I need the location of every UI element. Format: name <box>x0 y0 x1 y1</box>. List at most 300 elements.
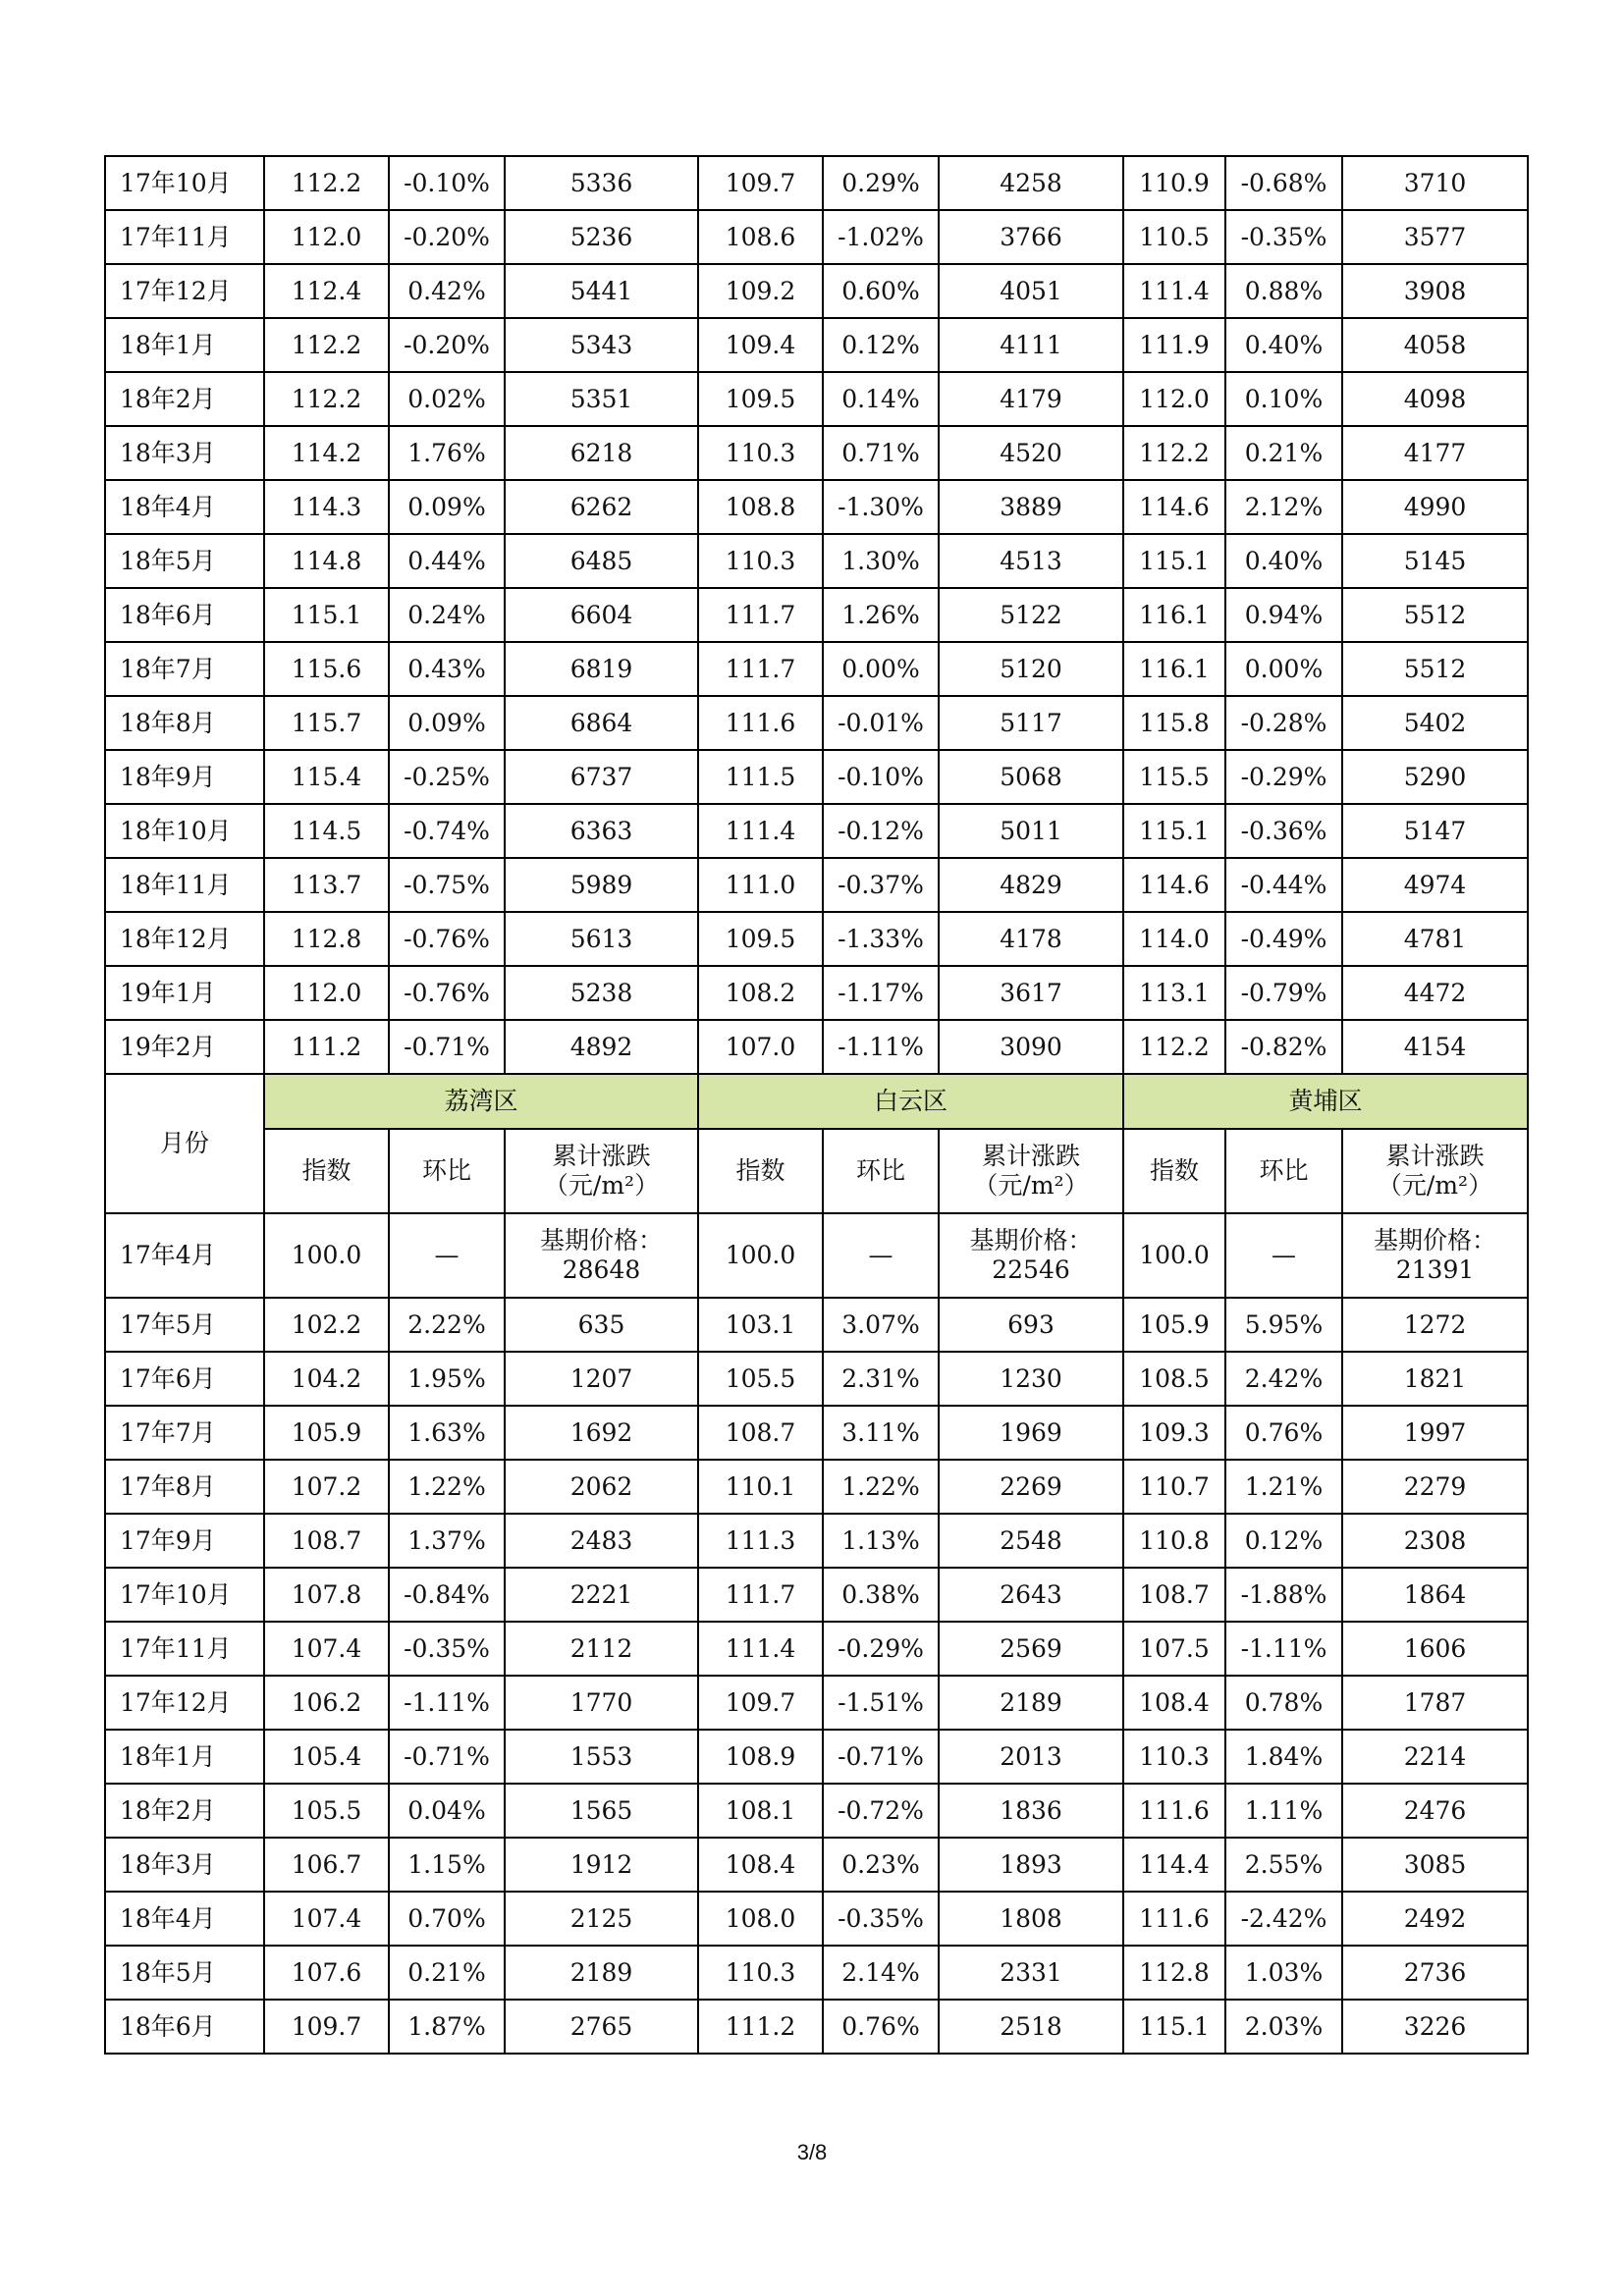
cumulative-cell: 6737 <box>505 750 698 804</box>
month-cell: 18年3月 <box>105 426 264 480</box>
district-header-baiyun: 白云区 <box>698 1074 1123 1129</box>
cumulative-cell: 2269 <box>939 1460 1123 1514</box>
table-row <box>105 588 1528 642</box>
cumulative-cell: 693 <box>939 1298 1123 1352</box>
cumulative-cell: 4781 <box>1342 912 1528 966</box>
cumulative-cell: 5512 <box>1342 588 1528 642</box>
index-cell: 109.5 <box>698 372 823 426</box>
index-cell: 108.7 <box>698 1406 823 1460</box>
table-row <box>105 858 1528 912</box>
index-cell: 110.9 <box>1123 156 1225 210</box>
month-cell: 17年12月 <box>105 1676 264 1730</box>
index-cell: 108.2 <box>698 966 823 1020</box>
cumulative-cell: 3226 <box>1342 2000 1528 2054</box>
cumulative-cell: 1997 <box>1342 1406 1528 1460</box>
month-cell: 18年6月 <box>105 588 264 642</box>
month-cell: 18年9月 <box>105 750 264 804</box>
month-cell: 18年1月 <box>105 1730 264 1784</box>
table-body-top <box>105 156 1528 1074</box>
index-cell: 100.0 <box>264 1213 389 1298</box>
index-cell: 112.0 <box>264 210 389 264</box>
cumulative-cell: 6485 <box>505 534 698 588</box>
cumulative-cell: 1692 <box>505 1406 698 1460</box>
index-cell: 105.5 <box>264 1784 389 1838</box>
table-row <box>105 804 1528 858</box>
mom-cell: 0.00% <box>823 642 939 696</box>
index-cell: 114.6 <box>1123 480 1225 534</box>
mom-cell: 2.12% <box>1225 480 1342 534</box>
mom-cell: 2.03% <box>1225 2000 1342 2054</box>
cumulative-cell: 4111 <box>939 318 1123 372</box>
cumulative-cell: 1821 <box>1342 1352 1528 1406</box>
cumulative-cell: 1864 <box>1342 1568 1528 1622</box>
mom-cell: 0.23% <box>823 1838 939 1892</box>
index-cell: 111.0 <box>698 858 823 912</box>
table-row <box>105 1946 1528 2000</box>
cumulative-cell: 6604 <box>505 588 698 642</box>
cumulative-cell: 5351 <box>505 372 698 426</box>
mom-cell: -0.10% <box>389 156 505 210</box>
mom-cell: -1.33% <box>823 912 939 966</box>
mom-cell: -0.75% <box>389 858 505 912</box>
mom-cell: 0.43% <box>389 642 505 696</box>
index-cell: 115.1 <box>1123 534 1225 588</box>
cumulative-cell: 4178 <box>939 912 1123 966</box>
month-cell: 19年2月 <box>105 1020 264 1074</box>
cumulative-cell: 3766 <box>939 210 1123 264</box>
cumulative-cell: 1787 <box>1342 1676 1528 1730</box>
index-cell: 115.1 <box>1123 804 1225 858</box>
index-cell: 114.0 <box>1123 912 1225 966</box>
mom-cell: -0.35% <box>823 1892 939 1946</box>
table-row <box>105 1892 1528 1946</box>
cumulative-cell: 2189 <box>505 1946 698 2000</box>
mom-cell: -0.35% <box>389 1622 505 1676</box>
cumulative-cell: 1770 <box>505 1676 698 1730</box>
base-period-row <box>105 1213 1528 1298</box>
index-cell: 110.3 <box>698 426 823 480</box>
month-cell: 17年11月 <box>105 1622 264 1676</box>
mom-cell: -0.36% <box>1225 804 1342 858</box>
mom-cell: 0.12% <box>1225 1514 1342 1568</box>
cumulative-cell: 2112 <box>505 1622 698 1676</box>
index-cell: 108.1 <box>698 1784 823 1838</box>
mom-cell: -0.28% <box>1225 696 1342 750</box>
month-cell: 18年10月 <box>105 804 264 858</box>
index-cell: 107.5 <box>1123 1622 1225 1676</box>
index-cell: 110.5 <box>1123 210 1225 264</box>
cumulative-cell: 1230 <box>939 1352 1123 1406</box>
month-cell: 18年4月 <box>105 1892 264 1946</box>
cumulative-column-header: 累计涨跌 （元/m²） <box>505 1129 698 1213</box>
mom-cell: -2.42% <box>1225 1892 1342 1946</box>
cumulative-cell: 4892 <box>505 1020 698 1074</box>
table-row <box>105 318 1528 372</box>
mom-cell: -0.68% <box>1225 156 1342 210</box>
cumulative-cell: 5989 <box>505 858 698 912</box>
mom-column-header: 环比 <box>823 1129 939 1213</box>
mom-cell: 0.60% <box>823 264 939 318</box>
month-column-header: 月份 <box>105 1074 264 1213</box>
table-row <box>105 264 1528 318</box>
cumulative-cell: 4974 <box>1342 858 1528 912</box>
index-cell: 107.6 <box>264 1946 389 2000</box>
month-cell: 18年2月 <box>105 1784 264 1838</box>
index-cell: 105.9 <box>1123 1298 1225 1352</box>
index-cell: 110.3 <box>1123 1730 1225 1784</box>
month-cell: 17年10月 <box>105 156 264 210</box>
base-price-cell: 基期价格： 21391 <box>1342 1213 1528 1298</box>
table-row <box>105 1568 1528 1622</box>
mom-cell: 0.21% <box>389 1946 505 2000</box>
table-row <box>105 1676 1528 1730</box>
mom-cell: 1.26% <box>823 588 939 642</box>
index-cell: 115.4 <box>264 750 389 804</box>
index-cell: 109.4 <box>698 318 823 372</box>
mom-cell: 0.88% <box>1225 264 1342 318</box>
month-cell: 18年4月 <box>105 480 264 534</box>
table-row <box>105 1020 1528 1074</box>
mom-cell: 0.21% <box>1225 426 1342 480</box>
index-cell: 108.8 <box>698 480 823 534</box>
mom-cell: -0.82% <box>1225 1020 1342 1074</box>
mom-cell: -1.51% <box>823 1676 939 1730</box>
index-cell: 106.2 <box>264 1676 389 1730</box>
table-row <box>105 1838 1528 1892</box>
index-cell: 111.6 <box>1123 1784 1225 1838</box>
index-cell: 109.3 <box>1123 1406 1225 1460</box>
month-cell: 17年12月 <box>105 264 264 318</box>
cumulative-cell: 6864 <box>505 696 698 750</box>
table-row <box>105 1298 1528 1352</box>
index-cell: 111.4 <box>698 804 823 858</box>
index-cell: 114.4 <box>1123 1838 1225 1892</box>
cumulative-cell: 6218 <box>505 426 698 480</box>
index-cell: 107.4 <box>264 1622 389 1676</box>
mom-cell: -0.71% <box>389 1730 505 1784</box>
cumulative-cell: 2062 <box>505 1460 698 1514</box>
index-cell: 111.6 <box>698 696 823 750</box>
index-cell: 108.7 <box>1123 1568 1225 1622</box>
cumulative-cell: 1969 <box>939 1406 1123 1460</box>
mom-cell: 1.30% <box>823 534 939 588</box>
mom-cell: -1.11% <box>1225 1622 1342 1676</box>
mom-cell: 0.12% <box>823 318 939 372</box>
cumulative-cell: 2518 <box>939 2000 1123 2054</box>
mom-cell: -0.20% <box>389 210 505 264</box>
cumulative-cell: 5068 <box>939 750 1123 804</box>
mom-cell: -1.88% <box>1225 1568 1342 1622</box>
index-cell: 108.0 <box>698 1892 823 1946</box>
table-row <box>105 2000 1528 2054</box>
mom-cell: 1.84% <box>1225 1730 1342 1784</box>
mom-cell: 0.14% <box>823 372 939 426</box>
mom-cell: -0.49% <box>1225 912 1342 966</box>
cumulative-cell: 1207 <box>505 1352 698 1406</box>
index-cell: 111.9 <box>1123 318 1225 372</box>
cumulative-cell: 5336 <box>505 156 698 210</box>
month-cell: 17年7月 <box>105 1406 264 1460</box>
cumulative-cell: 3889 <box>939 480 1123 534</box>
mom-cell: 0.02% <box>389 372 505 426</box>
mom-cell: 1.13% <box>823 1514 939 1568</box>
cumulative-cell: 5120 <box>939 642 1123 696</box>
index-cell: 111.4 <box>698 1622 823 1676</box>
cumulative-cell: 2331 <box>939 1946 1123 2000</box>
cumulative-cell: 1808 <box>939 1892 1123 1946</box>
mom-cell: 0.40% <box>1225 534 1342 588</box>
table-row <box>105 1784 1528 1838</box>
cumulative-cell: 2492 <box>1342 1892 1528 1946</box>
index-cell: 107.4 <box>264 1892 389 1946</box>
index-column-header: 指数 <box>1123 1129 1225 1213</box>
cumulative-cell: 2214 <box>1342 1730 1528 1784</box>
table-row <box>105 642 1528 696</box>
cumulative-cell: 2125 <box>505 1892 698 1946</box>
table-row <box>105 750 1528 804</box>
cumulative-cell: 6262 <box>505 480 698 534</box>
index-cell: 111.2 <box>698 2000 823 2054</box>
index-cell: 108.4 <box>1123 1676 1225 1730</box>
index-cell: 105.9 <box>264 1406 389 1460</box>
mom-cell: 1.22% <box>389 1460 505 1514</box>
cumulative-cell: 2483 <box>505 1514 698 1568</box>
cumulative-cell: 5122 <box>939 588 1123 642</box>
index-cell: 108.5 <box>1123 1352 1225 1406</box>
mom-cell: -0.37% <box>823 858 939 912</box>
cumulative-cell: 5145 <box>1342 534 1528 588</box>
mom-cell: 0.09% <box>389 480 505 534</box>
index-cell: 108.9 <box>698 1730 823 1784</box>
index-cell: 110.7 <box>1123 1460 1225 1514</box>
index-cell: 103.1 <box>698 1298 823 1352</box>
index-cell: 114.5 <box>264 804 389 858</box>
mom-cell: 1.21% <box>1225 1460 1342 1514</box>
mom-cell: -0.12% <box>823 804 939 858</box>
mom-cell: -1.30% <box>823 480 939 534</box>
mom-cell: -0.72% <box>823 1784 939 1838</box>
cumulative-cell: 4179 <box>939 372 1123 426</box>
cumulative-cell: 4177 <box>1342 426 1528 480</box>
cumulative-cell: 5512 <box>1342 642 1528 696</box>
month-cell: 18年12月 <box>105 912 264 966</box>
cumulative-cell: 4154 <box>1342 1020 1528 1074</box>
table-row <box>105 1352 1528 1406</box>
mom-cell: -1.11% <box>389 1676 505 1730</box>
cumulative-cell: 3090 <box>939 1020 1123 1074</box>
index-cell: 112.8 <box>264 912 389 966</box>
index-cell: 108.4 <box>698 1838 823 1892</box>
mom-cell: -0.44% <box>1225 858 1342 912</box>
index-cell: 107.2 <box>264 1460 389 1514</box>
index-cell: 107.0 <box>698 1020 823 1074</box>
cumulative-cell: 3577 <box>1342 210 1528 264</box>
cumulative-cell: 5343 <box>505 318 698 372</box>
cumulative-cell: 1836 <box>939 1784 1123 1838</box>
table-row <box>105 534 1528 588</box>
mom-cell: 3.07% <box>823 1298 939 1352</box>
index-cell: 102.2 <box>264 1298 389 1352</box>
mom-cell: 0.00% <box>1225 642 1342 696</box>
mom-cell: — <box>389 1213 505 1298</box>
mom-cell: 1.63% <box>389 1406 505 1460</box>
mom-cell: -0.35% <box>1225 210 1342 264</box>
cumulative-cell: 4098 <box>1342 372 1528 426</box>
mom-cell: -0.71% <box>389 1020 505 1074</box>
mom-cell: 1.03% <box>1225 1946 1342 2000</box>
mom-cell: 0.70% <box>389 1892 505 1946</box>
page-number: 3/8 <box>796 2140 828 2164</box>
table-row <box>105 912 1528 966</box>
cumulative-cell: 5011 <box>939 804 1123 858</box>
cumulative-cell: 1606 <box>1342 1622 1528 1676</box>
cumulative-cell: 5613 <box>505 912 698 966</box>
index-cell: 116.1 <box>1123 642 1225 696</box>
index-cell: 115.8 <box>1123 696 1225 750</box>
index-cell: 110.3 <box>698 1946 823 2000</box>
cumulative-cell: 3710 <box>1342 156 1528 210</box>
cumulative-cell: 2221 <box>505 1568 698 1622</box>
month-cell: 18年2月 <box>105 372 264 426</box>
index-cell: 112.4 <box>264 264 389 318</box>
index-cell: 111.7 <box>698 642 823 696</box>
mom-cell: -0.01% <box>823 696 939 750</box>
mom-cell: -0.79% <box>1225 966 1342 1020</box>
cumulative-cell: 5236 <box>505 210 698 264</box>
mom-cell: -0.29% <box>1225 750 1342 804</box>
month-cell: 18年6月 <box>105 2000 264 2054</box>
mom-cell: -0.74% <box>389 804 505 858</box>
cumulative-cell: 2548 <box>939 1514 1123 1568</box>
index-cell: 112.2 <box>264 318 389 372</box>
month-cell: 18年11月 <box>105 858 264 912</box>
mom-cell: 0.40% <box>1225 318 1342 372</box>
index-cell: 108.7 <box>264 1514 389 1568</box>
index-cell: 112.2 <box>264 372 389 426</box>
mom-cell: 0.24% <box>389 588 505 642</box>
index-column-header: 指数 <box>698 1129 823 1213</box>
cumulative-cell: 4258 <box>939 156 1123 210</box>
table-row <box>105 372 1528 426</box>
index-cell: 108.6 <box>698 210 823 264</box>
index-cell: 110.8 <box>1123 1514 1225 1568</box>
table-row <box>105 210 1528 264</box>
index-cell: 114.2 <box>264 426 389 480</box>
cumulative-cell: 4472 <box>1342 966 1528 1020</box>
month-cell: 18年8月 <box>105 696 264 750</box>
cumulative-cell: 5290 <box>1342 750 1528 804</box>
mom-cell: 0.09% <box>389 696 505 750</box>
mom-cell: 2.14% <box>823 1946 939 2000</box>
mom-cell: 0.04% <box>389 1784 505 1838</box>
index-cell: 112.8 <box>1123 1946 1225 2000</box>
index-cell: 109.5 <box>698 912 823 966</box>
month-cell: 18年5月 <box>105 1946 264 2000</box>
index-cell: 113.7 <box>264 858 389 912</box>
cumulative-cell: 1893 <box>939 1838 1123 1892</box>
mom-cell: 5.95% <box>1225 1298 1342 1352</box>
index-cell: 105.5 <box>698 1352 823 1406</box>
index-column-header: 指数 <box>264 1129 389 1213</box>
mom-cell: 0.94% <box>1225 588 1342 642</box>
mom-cell: 0.42% <box>389 264 505 318</box>
cumulative-cell: 4513 <box>939 534 1123 588</box>
cumulative-cell: 2013 <box>939 1730 1123 1784</box>
cumulative-cell: 1565 <box>505 1784 698 1838</box>
cumulative-cell: 5238 <box>505 966 698 1020</box>
index-cell: 110.1 <box>698 1460 823 1514</box>
month-cell: 17年6月 <box>105 1352 264 1406</box>
table-row <box>105 696 1528 750</box>
mom-cell: — <box>823 1213 939 1298</box>
month-cell: 18年7月 <box>105 642 264 696</box>
index-cell: 100.0 <box>1123 1213 1225 1298</box>
cumulative-cell: 2279 <box>1342 1460 1528 1514</box>
index-cell: 111.2 <box>264 1020 389 1074</box>
table-row <box>105 480 1528 534</box>
cumulative-cell: 2643 <box>939 1568 1123 1622</box>
table-body-bottom <box>105 1298 1528 2054</box>
index-cell: 115.1 <box>264 588 389 642</box>
cumulative-cell: 6819 <box>505 642 698 696</box>
cumulative-cell: 3908 <box>1342 264 1528 318</box>
mom-cell: -0.71% <box>823 1730 939 1784</box>
index-cell: 112.0 <box>1123 372 1225 426</box>
mom-cell: 1.87% <box>389 2000 505 2054</box>
index-cell: 106.7 <box>264 1838 389 1892</box>
index-cell: 111.7 <box>698 588 823 642</box>
cumulative-cell: 3085 <box>1342 1838 1528 1892</box>
district-header-huangpu: 黄埔区 <box>1123 1074 1528 1129</box>
mom-cell: -0.76% <box>389 912 505 966</box>
index-cell: 115.6 <box>264 642 389 696</box>
cumulative-cell: 635 <box>505 1298 698 1352</box>
cumulative-cell: 1912 <box>505 1838 698 1892</box>
mom-cell: 0.10% <box>1225 372 1342 426</box>
mom-cell: -0.29% <box>823 1622 939 1676</box>
mom-cell: 3.11% <box>823 1406 939 1460</box>
cumulative-cell: 2736 <box>1342 1946 1528 2000</box>
index-cell: 114.3 <box>264 480 389 534</box>
cumulative-cell: 3617 <box>939 966 1123 1020</box>
table-row <box>105 1622 1528 1676</box>
cumulative-cell: 1272 <box>1342 1298 1528 1352</box>
index-cell: 107.8 <box>264 1568 389 1622</box>
table-row <box>105 1514 1528 1568</box>
mom-cell: 0.29% <box>823 156 939 210</box>
index-cell: 109.7 <box>698 156 823 210</box>
mom-cell: -1.17% <box>823 966 939 1020</box>
cumulative-cell: 2189 <box>939 1676 1123 1730</box>
base-price-cell: 基期价格： 28648 <box>505 1213 698 1298</box>
cumulative-cell: 4058 <box>1342 318 1528 372</box>
table-row <box>105 156 1528 210</box>
index-cell: 109.7 <box>264 2000 389 2054</box>
cumulative-cell: 4829 <box>939 858 1123 912</box>
mom-cell: -0.84% <box>389 1568 505 1622</box>
month-cell: 19年1月 <box>105 966 264 1020</box>
table-row <box>105 1730 1528 1784</box>
index-cell: 105.4 <box>264 1730 389 1784</box>
index-cell: 113.1 <box>1123 966 1225 1020</box>
mom-cell: 0.76% <box>823 2000 939 2054</box>
cumulative-column-header: 累计涨跌 （元/m²） <box>1342 1129 1528 1213</box>
mom-cell: -1.11% <box>823 1020 939 1074</box>
cumulative-cell: 5147 <box>1342 804 1528 858</box>
index-cell: 100.0 <box>698 1213 823 1298</box>
mom-cell: 1.95% <box>389 1352 505 1406</box>
month-cell: 17年5月 <box>105 1298 264 1352</box>
